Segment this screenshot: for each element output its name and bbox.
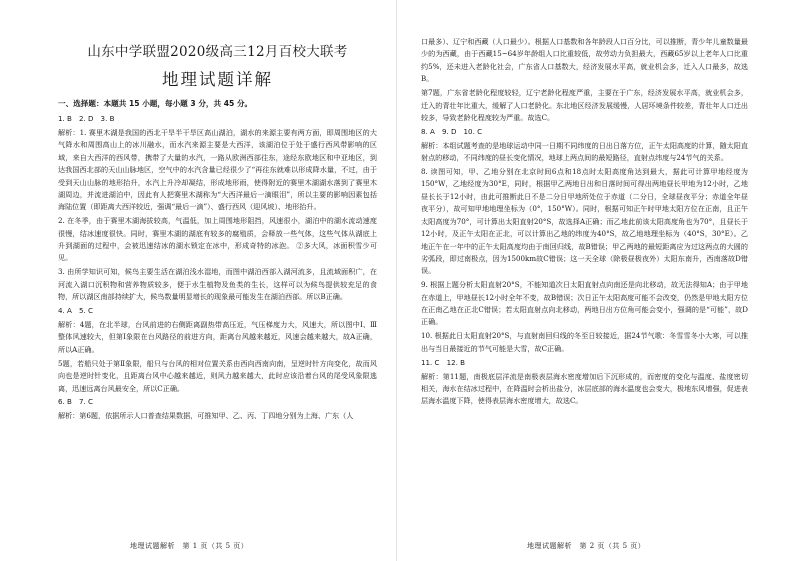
page-footer-2: 地理试题解析 第 2 页（共 5 页）	[527, 542, 646, 550]
page-footer-1: 地理试题解析 第 1 页（共 5 页）	[130, 542, 249, 550]
explanation-q2: 2. 在冬季，由于赛里木湖海拔较高，气温低，加上周围地形阻挡，风速很小，湖泊中的湖水流动速度很慢，结冰速度很快。同时，赛里木湖的湖底有较多的腐殖质，会释放一些气体，这些气体从湖底上升到湖面的过程中，会被迅速结冰的湖水锁定在冰中，形成奇特的冰泡。 ②多大风，冰面积雪少可见。	[58, 216, 377, 263]
explanation-q7: 第7题，广东省老龄化程度较轻，辽宁老龄化程度严重，主要在于广东，经济发展水平高，就业机会多，迁入的青壮年比重大，缓解了人口老龄化。东北地区经济发展缓慢，人居环境条件较差，青壮年人口迁出较多，导致老龄化程度较为严重。故选C。	[421, 88, 748, 122]
explanation-q1: 解析：1. 赛里木湖是我国的西北干旱半干旱区高山湖泊，湖水的来源主要有两方面，即周围地区的大气降水和周围高山上的冰川融水，而水汽来源主要是大西洋，该湖泊位于处于盛行西风带影响的区域，来自大西洋的西风带，携带了大量的水汽，一路从欧洲西部往东，途经东欧地区和中亚地区，到达我国西北部的天山山脉地区，空气中的水汽含量已经很少了“再往东就难以形成降水量，不过，由于受到天山山脉的地形抬升，水汽上升冷却凝结，形成地形雨，使得附近的赛里木湖湖水落到了赛里木湖周边，并流进湖泊中，因此有人把赛里木湖称为“大西洋最后一滴眼泪”，所以主要的影响因素包括海陆位置（即距离大西洋较近，强调“最后一滴”）、盛行西风（迎风坡）、地形抬升。	[58, 127, 377, 212]
explanation-q3: 3. 由所学知识可知，候鸟主要生活在湖泊浅水湿地，而图中湖泊西部入湖河流多，且流域面积广，在河流入湖口沉积物和营养物质较多，便于水生植物及鱼类的生长，这样可以为候鸟提供较充足的食物，所以湖区南部持续扩大，候鸟数量明显增长的现象最可能发生在湖泊西部。所以B正确。	[58, 267, 377, 302]
section-heading: 一、选择题：本题共 15 小题，每小题 3 分，共 45 分。	[58, 99, 253, 108]
explanation-q6: 解析：第6题，依据所示人口普查结果数据，可推知甲、乙、丙、丁四地分别为上海、广东（人	[58, 411, 354, 421]
answer-line-11-12: 11. C 12. B	[421, 357, 465, 367]
explanation-q4: 解析：4题，在北半球，台风前进的右侧距离副热带高压近，气压梯度力大，风速大，所以图中Ⅰ、Ⅲ整体风速较大，但第Ⅰ象限在台风路径的前进方向，距离台风越来越近，风速会越来越大，故A正确，所以A正确。	[58, 320, 377, 354]
explanation-q6-cont: 口最多）、辽宁和西藏（人口最少）。根据人口基数和各年龄段人口百分比，可以推断，青少年儿童数量最少的为西藏，由于西藏15~64岁年龄组人口比重较低，故劳动力负担最大，西藏65岁以上老年人口比重约5%，还未进入老龄化社会，广东省人口基数大，经济发展水平高，就业机会多，迁入人口最多，故选B。	[421, 37, 748, 84]
explanation-q8: 8. 读图可知，甲、乙地分别在北京时间6点和18点时太阳高度角达到最大，据此可计算甲地经度为150°W，乙地经度为30°E，同时，根据甲乙两地日出和日落时间可得出两地昼长甲地为12小时，乙地昼长长于12小时，由此可推断此日不是二分日甲地所处位于赤道（二分日，全球昼夜平分；赤道全年昼夜平分），故可知甲地地理坐标为（0°，150°W）。同时，根据可知正午时甲地太阳方位在正南，且正午太阳高度为70°，可计算出太阳直射20°S，故选择A正确；而乙地此前该太阳高度角也为70°，且昼长于12小时，及正午太阳在正北，可以计算出乙地的纬度为40°S，故乙地地理坐标为（40°S，30°E）。乙地正午在一年中的正午太阳高度均由于南回归线，故B错误；甲乙两地的最短距离应为过这两点的大圆的劣弧段，即过南极点，因为1500km故C错误；这一天全球（除极昼极夜外）太阳东南升，西南落故D错误。	[421, 167, 748, 276]
explanation-q11: 解析：第11题，南极底层洋流是南极表层海水密度增加后下沉形成的，而密度的变化与温度、盐度密切相关，海水在结冰过程中，在降温时会析出盐分，冰层底部的海水温度也会变大，极地东风增强，促进表层海水温度下降，使得表层海水密度增大，故选C。	[421, 371, 748, 406]
explanation-q10: 10. 根据此日太阳直射20°S，与直射南回归线的冬至日较接近，据24节气歌：冬雪雪冬小大寒，可以推出与当日最接近的节气可能是大雪，故C正确。	[421, 331, 748, 353]
answer-line-1-3: 1. B 2. D 3. B	[58, 114, 115, 123]
answer-line-4-5: 4. A 5. C	[58, 306, 93, 316]
explanation-group-8-10: 解析：本组试题考查的是地球运动中同一日期不同纬度的日出日落方位，正午太阳高度的计算，随太阳直射点的移动，不同纬度的昼长变化情况，地球上两点间的最短路径，直射点纬度与24节气的关系。	[421, 140, 748, 163]
page-2	[397, 0, 794, 561]
explanation-q5: 5题，若船只处于第Ⅱ象限，船只与台风的相对位置关系由西向西南向南，呈逆时针方向变化，故而风向也是逆时针变化，且距离台风中心越来越近，则风力越来越大，此时应该沿着台风的尾受风象限逃离，迅速远离台风最安全，所以C正确。	[58, 358, 377, 393]
document-subtitle: 地理试题详解	[162, 70, 273, 89]
exam-title: 山东中学联盟2020级高三12月百校大联考	[87, 44, 348, 60]
explanation-q9: 9. 根据上题分析太阳直射20°S，不能知道次日太阳直射点向南还是向北移动，故无法得知A；由于甲地在赤道上，甲地昼长12小时全年不变，故B错误；次日正午太阳高度可能不会改变，仍然是甲地太阳方位在正南乙地在正北C错误；若太阳直射点向北移动，两地日出方位角可能会变小，强调的是“可能”，故D正确。	[421, 280, 748, 327]
answer-line-8-10: 8. A 9. D 10. C	[421, 126, 483, 136]
answer-line-6-7: 6. B 7. C	[58, 397, 93, 407]
